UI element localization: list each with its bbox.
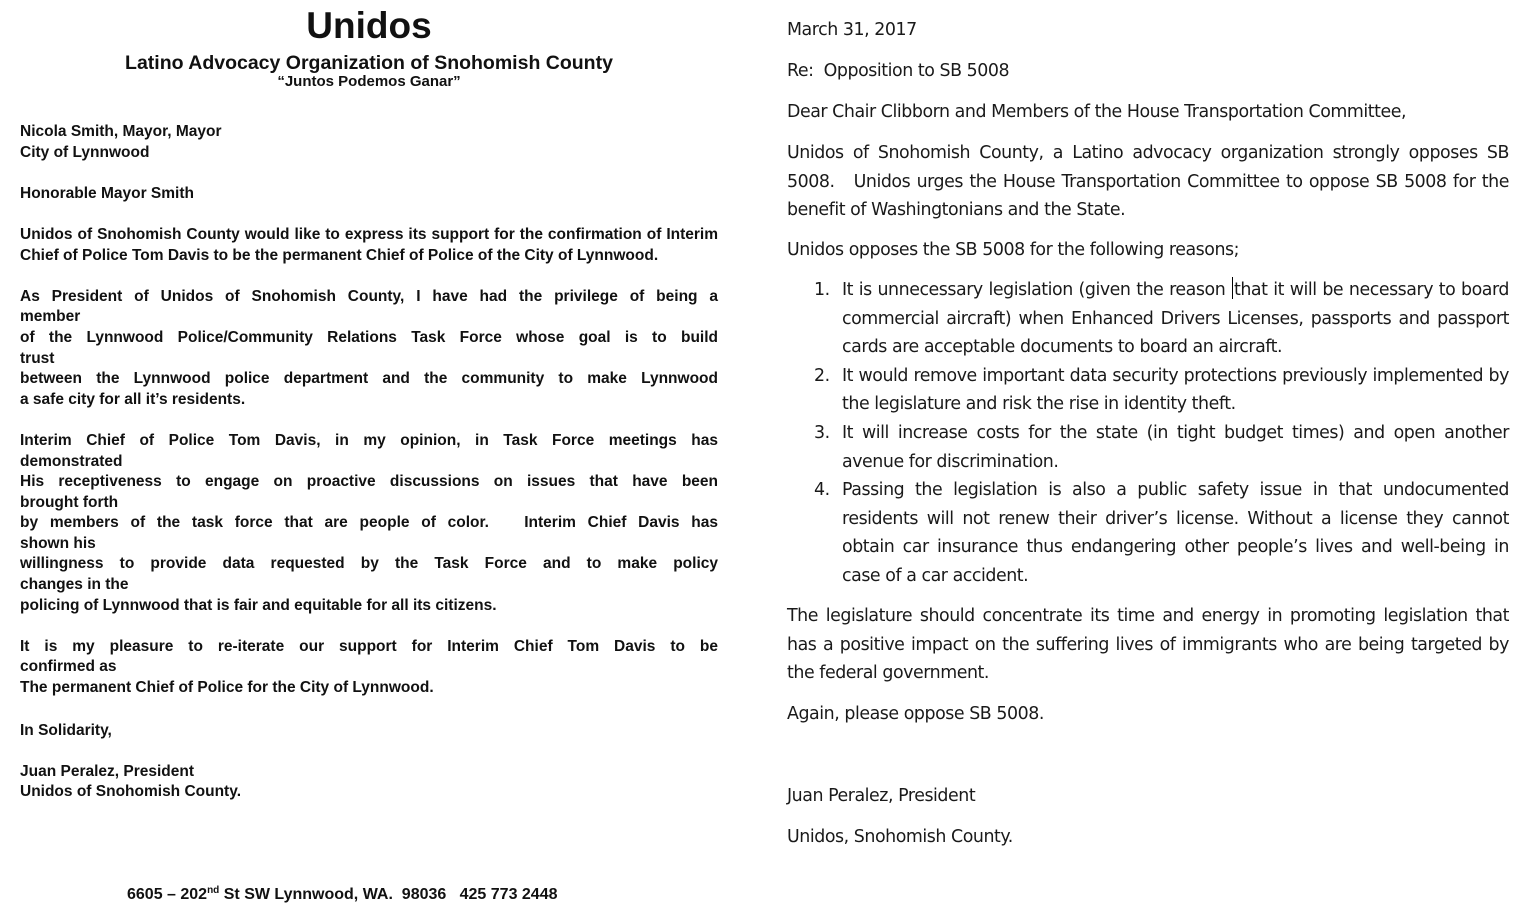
letter-date: March 31, 2017 [787,20,917,40]
letter-re-line: Re: Opposition to SB 5008 [787,61,1010,81]
reason-text: It would remove important data security protections previously implemented by the legislature and risk the rise in identity theft. [842,365,1509,415]
list-item [787,419,1509,476]
reasons-intro: Unidos opposes the SB 5008 for the following reasons; [787,240,1240,260]
letter-line: As President of Unidos of Snohomish County, I have had the privilege of being a [20,287,718,305]
final-request: Again, please oppose SB 5008. [787,704,1044,724]
list-number: 3. [814,422,830,443]
list-number: 4. [814,480,830,501]
letter-line: Interim Chief of Police Tom Davis, in my opinion, in Task Force meetings has [20,431,718,449]
letter-line: His receptiveness to engage on proactive discussions on issues that have been [20,473,718,491]
reason-text-end: that it will be necessary to board commercial aircraft) when Enhanced Drivers Licenses, passports and passport cards are acceptable documents to board an aircraft. [842,280,1509,358]
left-signer-org: Unidos of Snohomish County. [20,783,241,801]
left-letter [20,0,718,902]
right-signer-name: Juan Peralez, President [787,786,976,806]
list-item [787,362,1509,419]
recipient-name: Nicola Smith, Mayor, Mayor [20,123,222,140]
list-number: 1. [814,280,830,300]
footer-address-suffix: St SW Lynnwood, WA. 98036 425 773 2448 [219,886,558,903]
reason-text: Passing the legislation is also a public safety issue in that undocumented residents will not renew their driver’s license. Without a license they cannot obtain car insurance thus endangering other people’s lives and well-being in case of a car accident. [842,480,1509,586]
right-letter [787,0,1515,902]
left-closing: In Solidarity, [20,721,112,739]
right-intro-paragraph: Unidos of Snohomish County, a Latino advocacy organization strongly opposes SB 5008. Unidos urges the House Transportation Committee to oppose SB 5008 for the benefit of Washingtonians and the State. [787,143,1515,221]
letter-line: of the Lynnwood Police/Community Relations Task Force whose goal is to build [20,328,718,346]
letter-line: between the Lynnwood police department and the community to make Lynnwood [20,370,718,388]
text-cursor [1232,277,1233,299]
letter-line: It is my pleasure to re-iterate our support for Interim Chief Tom Davis to be [20,637,718,655]
left-paragraph-support: Unidos of Snohomish County would like to express its support for the confirmation of Interim Chief of Police Tom Davis to be the permanent Chief of Police of the City of Lynnwood. [20,225,718,264]
right-signer-org: Unidos, Snohomish County. [787,827,1013,847]
letter-line: a safe city for all it’s residents. [20,390,246,408]
left-signer-name: Juan Peralez, President [20,762,195,780]
list-item [787,476,1509,590]
letterhead-org-name: Unidos [306,5,432,46]
left-paragraph-president [20,287,718,411]
letter-line: trust [20,349,55,367]
footer-address-prefix: 6605 – 202 [127,886,208,903]
list-number: 2. [814,365,830,386]
right-closing-paragraph: The legislature should concentrate its time and energy in promoting legislation that has a positive impact on the suffering lives of immigrants who are being targeted by the federal government. [787,606,1509,684]
letter-line: brought forth [20,493,119,511]
letterhead-motto: “Juntos Podemos Ganar” [277,73,461,90]
recipient-city: City of Lynnwood [20,143,150,161]
reasons-list [787,276,1509,591]
letter-line: The permanent Chief of Police for the City of Lynnwood. [20,679,434,697]
letter-line: member [20,308,81,326]
left-paragraph-reiterate [20,637,718,699]
reason-text: It will increase costs for the state (in tight budget times) and open another avenue for discrimination. [842,422,1509,472]
letter-line: by members of the task force that are people of color. Interim Chief Davis has [20,514,718,532]
footer-address-ordinal: nd [207,885,220,896]
right-salutation: Dear Chair Clibborn and Members of the House Transportation Committee, [787,102,1407,122]
letterhead-subtitle: Latino Advocacy Organization of Snohomish County [125,52,613,74]
letter-line: willingness to provide data requested by the Task Force and to make policy [20,555,718,573]
letter-line: confirmed as [20,658,117,676]
letterhead-footer-address [127,880,558,906]
list-item [787,276,1509,362]
letter-line: changes in the [20,576,129,594]
letter-line: policing of Lynnwood that is fair and equitable for all its citizens. [20,596,497,614]
left-paragraph-chief [20,431,718,616]
left-salutation: Honorable Mayor Smith [20,184,194,202]
reason-text-start: It is unnecessary legislation (given the reason [842,280,1231,300]
letter-line: shown his [20,534,96,552]
letter-line: demonstrated [20,452,123,470]
